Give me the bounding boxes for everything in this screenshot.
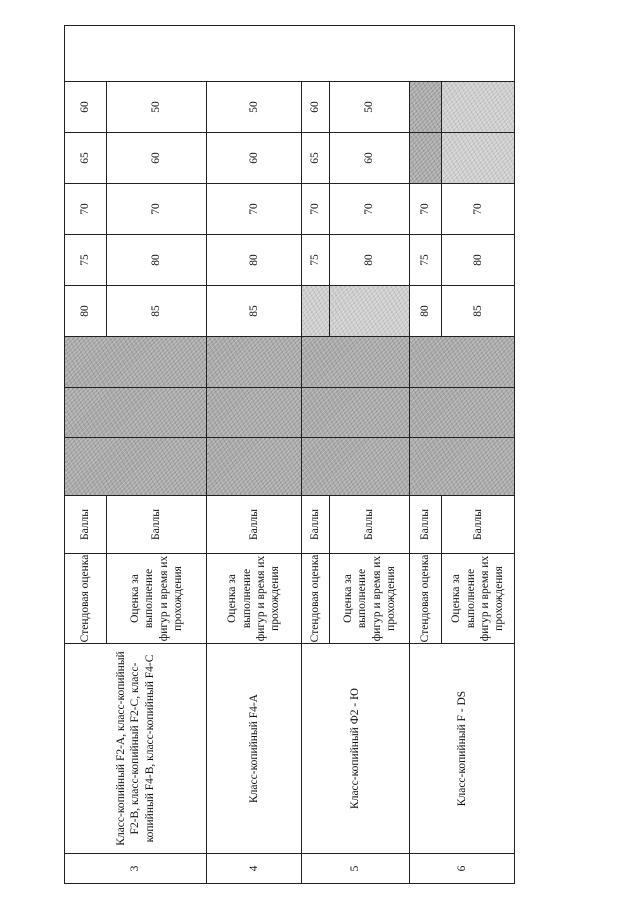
shaded-cell [65,337,207,388]
row-number: 5 [302,854,410,884]
unit-label: Баллы [107,496,207,554]
score-cell: 70 [442,184,515,235]
score-cell: 65 [302,133,330,184]
score-cell: 80 [442,235,515,286]
score-table [64,25,515,884]
class-name: Класс-копийный F2-A, класс-копийный F2-B, класс-копийный F2-C, класс-копийный F4-B, класс-копийный F4-C [65,644,207,854]
unit-label: Баллы [410,496,442,554]
score-cell: 85 [207,286,302,337]
score-cell: 75 [65,235,107,286]
score-cell: 60 [107,133,207,184]
score-cell: 50 [207,82,302,133]
score-cell: 85 [107,286,207,337]
score-cell: 70 [65,184,107,235]
row-number: 3 [65,854,207,884]
table-row [65,26,107,884]
rotated-score-table-wrapper [64,26,514,884]
criterion-label: Стендовая оценка [65,554,107,644]
score-cell: 65 [65,133,107,184]
criterion-label: Оценка за выполнение фигур и время их прохождения [107,554,207,644]
score-cell: 80 [207,235,302,286]
shaded-cell [207,337,302,388]
table-row [207,26,302,884]
class-name: Класс-копийный F - DS [410,644,515,854]
unit-label: Баллы [442,496,515,554]
score-cell: 70 [410,184,442,235]
score-cell: 80 [107,235,207,286]
score-cell: 75 [302,235,330,286]
shaded-cell [207,438,302,496]
score-cell: 60 [330,133,410,184]
shaded-cell [302,438,410,496]
score-cell: 75 [410,235,442,286]
shaded-cell [442,133,515,184]
unit-label: Баллы [330,496,410,554]
shaded-cell [410,388,515,438]
table-row [410,26,442,884]
score-cell: 70 [107,184,207,235]
shaded-cell [302,388,410,438]
shaded-cell [410,82,442,133]
shaded-cell [65,438,207,496]
score-cell: 50 [330,82,410,133]
criterion-label: Стендовая оценка [410,554,442,644]
unit-label: Баллы [65,496,107,554]
criterion-label: Оценка за выполнение фигур и время их прохождения [330,554,410,644]
table-row [302,26,330,884]
shaded-cell [410,337,515,388]
shaded-cell [302,337,410,388]
row-number: 6 [410,854,515,884]
shaded-cell [65,388,207,438]
shaded-cell [410,133,442,184]
score-cell: 50 [107,82,207,133]
score-cell: 70 [207,184,302,235]
unit-label: Баллы [207,496,302,554]
criterion-label: Оценка за выполнение фигур и время их прохождения [442,554,515,644]
score-cell: 60 [65,82,107,133]
shaded-cell [330,286,410,337]
shaded-cell [207,388,302,438]
score-cell: 80 [65,286,107,337]
shaded-cell [410,438,515,496]
score-cell: 85 [442,286,515,337]
shaded-cell [442,82,515,133]
score-cell: 60 [302,82,330,133]
criterion-label: Стендовая оценка [302,554,330,644]
score-cell: 70 [302,184,330,235]
right-margin-cell [65,26,515,82]
criterion-label: Оценка за выполнение фигур и время их прохождения [207,554,302,644]
score-cell: 70 [330,184,410,235]
row-number: 4 [207,854,302,884]
class-name: Класс-копийный F4-A [207,644,302,854]
score-cell: 80 [330,235,410,286]
shaded-cell [302,286,330,337]
score-cell: 80 [410,286,442,337]
score-cell: 60 [207,133,302,184]
unit-label: Баллы [302,496,330,554]
class-name: Класс-копийный Ф2 - Ю [302,644,410,854]
